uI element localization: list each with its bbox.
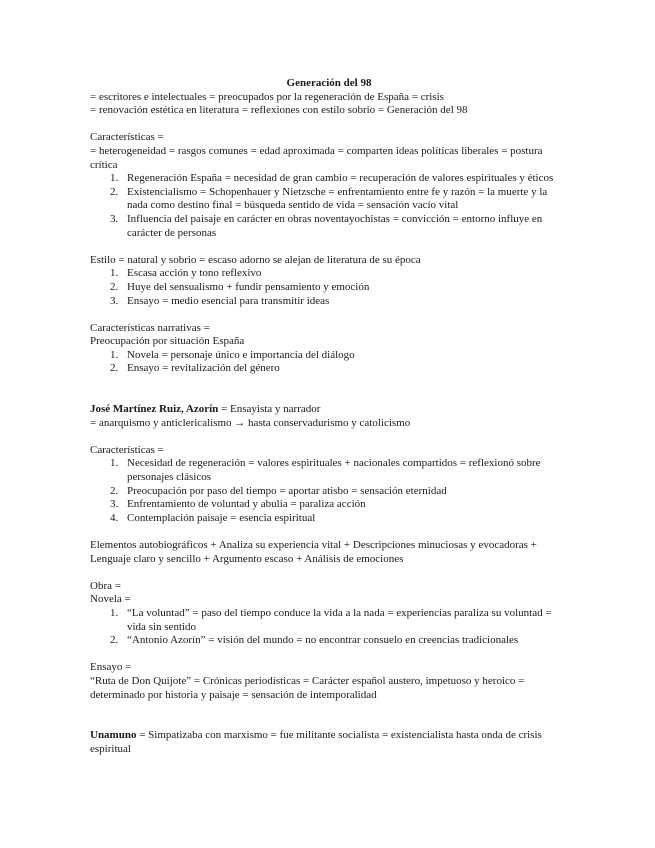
caracteristicas-list	[90, 172, 568, 240]
narrativas-heading: Características narrativas =	[90, 321, 210, 334]
page-title: Generación del 98	[286, 77, 372, 89]
document-page	[90, 77, 568, 756]
obra-heading: Obra =	[90, 579, 121, 592]
novela-list	[90, 607, 568, 648]
list-item: 2. Ensayo = revitalización del género	[110, 362, 280, 375]
caracteristicas-text: = heterogeneidad = rasgos comunes = edad aproximada = comparten ideas políticas liberales = postura crítica	[90, 144, 543, 171]
unamuno-paragraph: Unamuno = Simpatizaba con marxismo = fue militante socialista = existencialista hasta onda de crisis espiritual	[90, 729, 542, 755]
azorin-name: José Martínez Ruiz, Azorín	[90, 403, 219, 416]
azorin-caracteristicas-heading: Características =	[90, 443, 164, 456]
ensayo-text: “Ruta de Don Quijote” = Crónicas periodísticas = Carácter español austero, impetuoso y heroico = determinado por historia y paisaje = sensación de intemporalidad	[90, 674, 525, 701]
caracteristicas-heading: Características =	[90, 131, 164, 144]
list-item: 4. Contemplación paisaje = esencia espiritual	[110, 511, 316, 524]
list-item: 1. Necesidad de regeneración = valores espirituales + nacionales compartidos = reflexionó sobre personajes clásicos	[110, 457, 541, 484]
azorin-caracteristicas-list	[90, 457, 568, 525]
list-item: 1. Escasa acción y tono reflexivo	[110, 267, 262, 280]
intro-line: = renovación estética en literatura = reflexiones con estilo sobrio = Generación del 98	[90, 104, 468, 117]
azorin-elementos: Elementos autobiográficos + Analiza su experiencia vital + Descripciones minuciosas y evocadoras + Lenguaje claro y sencillo + Argumento escaso + Análisis de emociones	[90, 539, 537, 565]
azorin-heading: José Martínez Ruiz, Azorín = Ensayista y narrador	[90, 403, 321, 416]
list-item: 1. “La voluntad” = paso del tiempo conduce la vida a la nada = experiencias paraliza su voluntad = vida sin sentido	[110, 606, 552, 633]
list-item: 2. Huye del sensualismo + fundir pensamiento y emoción	[110, 280, 370, 293]
intro-line: = escritores e intelectuales = preocupados por la regeneración de España = crisis	[90, 90, 444, 103]
ensayo-heading: Ensayo =	[90, 661, 132, 674]
list-item: 3. Enfrentamiento de voluntad y abulia = paraliza acción	[110, 498, 366, 511]
list-item: 1. Novela = personaje único e importancia del diálogo	[110, 348, 355, 361]
list-item: 2. “Antonio Azorín” = visión del mundo = no encontrar consuelo en creencias tradicionales	[110, 634, 519, 647]
list-item: 2. Preocupación por paso del tiempo = aportar atisbo = sensación eternidad	[110, 484, 447, 497]
azorin-line2: = anarquismo y anticlericalismo → hasta conservadurismo y catolicismo	[90, 416, 411, 429]
list-item: 3. Ensayo = medio esencial para transmitir ideas	[110, 294, 330, 307]
narrativas-list	[90, 349, 568, 376]
narrativas-text: Preocupación por situación España	[90, 335, 245, 348]
list-item: 2. Existencialismo = Schopenhauer y Nietzsche = enfrentamiento entre fe y razón = la muerte y la nada como destino final = búsqueda sentido de vida = sensación vacío vital	[110, 185, 548, 212]
list-item: 1. Regeneración España = necesidad de gran cambio = recuperación de valores espirituales y éticos	[110, 172, 554, 185]
list-item: 3. Influencia del paisaje en carácter en obras noventayochistas = convicción = entorno influye en carácter de personas	[110, 212, 543, 239]
unamuno-name: Unamuno	[90, 729, 137, 742]
novela-heading: Novela =	[90, 593, 131, 606]
estilo-text: Estilo = natural y sobrio = escaso adorno se alejan de literatura de su época	[90, 253, 421, 266]
estilo-list	[90, 267, 568, 308]
